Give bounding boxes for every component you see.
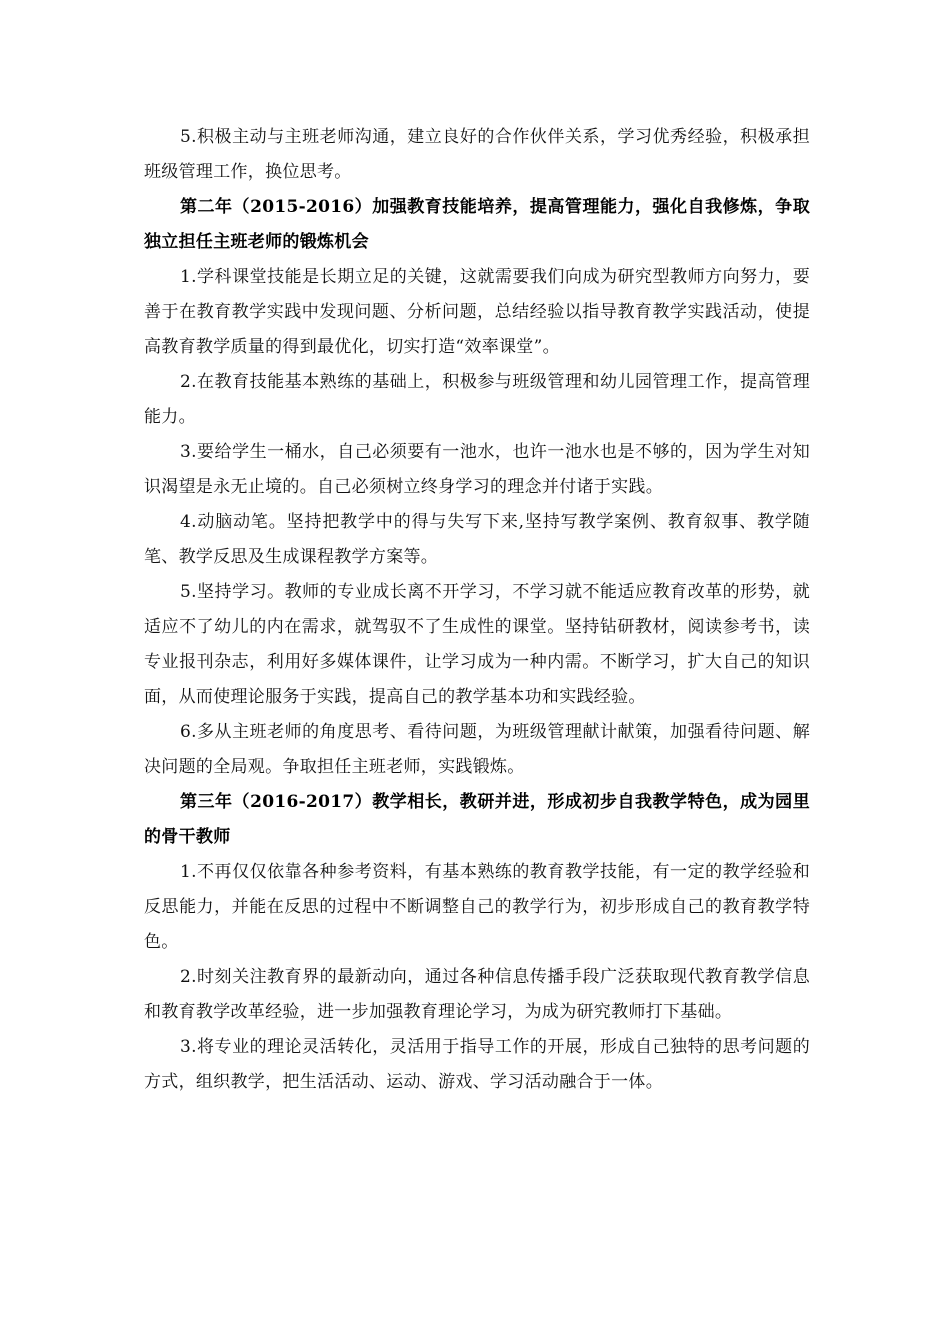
section-heading-year-3: 第三年（2016-2017）教学相长，教研并进，形成初步自我教学特色，成为园里的骨干教师 <box>144 792 810 847</box>
paragraph-year2-item-5: 5.坚持学习。教师的专业成长离不开学习，不学习就不能适应教育改革的形势，就适应不了幼儿的内在需求，就驾驭不了生成性的课堂。坚持钻研教材，阅读参考书，读专业报刊杂志，利用好多媒体课件，让学习成为一种内需。不断学习，扩大自己的知识面，从而使理论服务于实践，提高自己的教学基本功和实践经验。 <box>144 582 810 707</box>
paragraph-year2-item-3: 3.要给学生一桶水，自己必须要有一池水，也许一池水也是不够的，因为学生对知识渴望是永无止境的。自己必须树立终身学习的理念并付诸于实践。 <box>144 442 810 497</box>
document-body <box>144 120 810 1100</box>
paragraph-year2-item-1: 1.学科课堂技能是长期立足的关键，这就需要我们向成为研究型教师方向努力，要善于在教育教学实践中发现问题、分析问题，总结经验以指导教育教学实践活动，使提高教育教学质量的得到最优化，切实打造“效率课堂”。 <box>144 267 810 357</box>
paragraph-year2-item-2: 2.在教育技能基本熟练的基础上，积极参与班级管理和幼儿园管理工作，提高管理能力。 <box>144 372 810 427</box>
paragraph-year3-item-2: 2.时刻关注教育界的最新动向，通过各种信息传播手段广泛获取现代教育教学信息和教育教学改革经验，进一步加强教育理论学习，为成为研究教师打下基础。 <box>144 967 810 1022</box>
paragraph-year3-item-1: 1.不再仅仅依靠各种参考资料，有基本熟练的教育教学技能，有一定的教学经验和反思能力，并能在反思的过程中不断调整自己的教学行为，初步形成自己的教育教学特色。 <box>144 862 810 952</box>
paragraph-year3-item-3: 3.将专业的理论灵活转化，灵活用于指导工作的开展，形成自己独特的思考问题的方式，组织教学，把生活活动、运动、游戏、学习活动融合于一体。 <box>144 1037 810 1092</box>
paragraph-year2-item-4: 4.动脑动笔。坚持把教学中的得与失写下来,坚持写教学案例、教育叙事、教学随笔、教学反思及生成课程教学方案等。 <box>144 512 810 567</box>
paragraph-year2-item-6: 6.多从主班老师的角度思考、看待问题，为班级管理献计献策，加强看待问题、解决问题的全局观。争取担任主班老师，实践锻炼。 <box>144 722 810 777</box>
paragraph-year1-item-5: 5.积极主动与主班老师沟通，建立良好的合作伙伴关系，学习优秀经验，积极承担班级管理工作，换位思考。 <box>144 127 810 182</box>
section-heading-year-2: 第二年（2015-2016）加强教育技能培养，提高管理能力，强化自我修炼，争取独立担任主班老师的锻炼机会 <box>144 197 810 252</box>
